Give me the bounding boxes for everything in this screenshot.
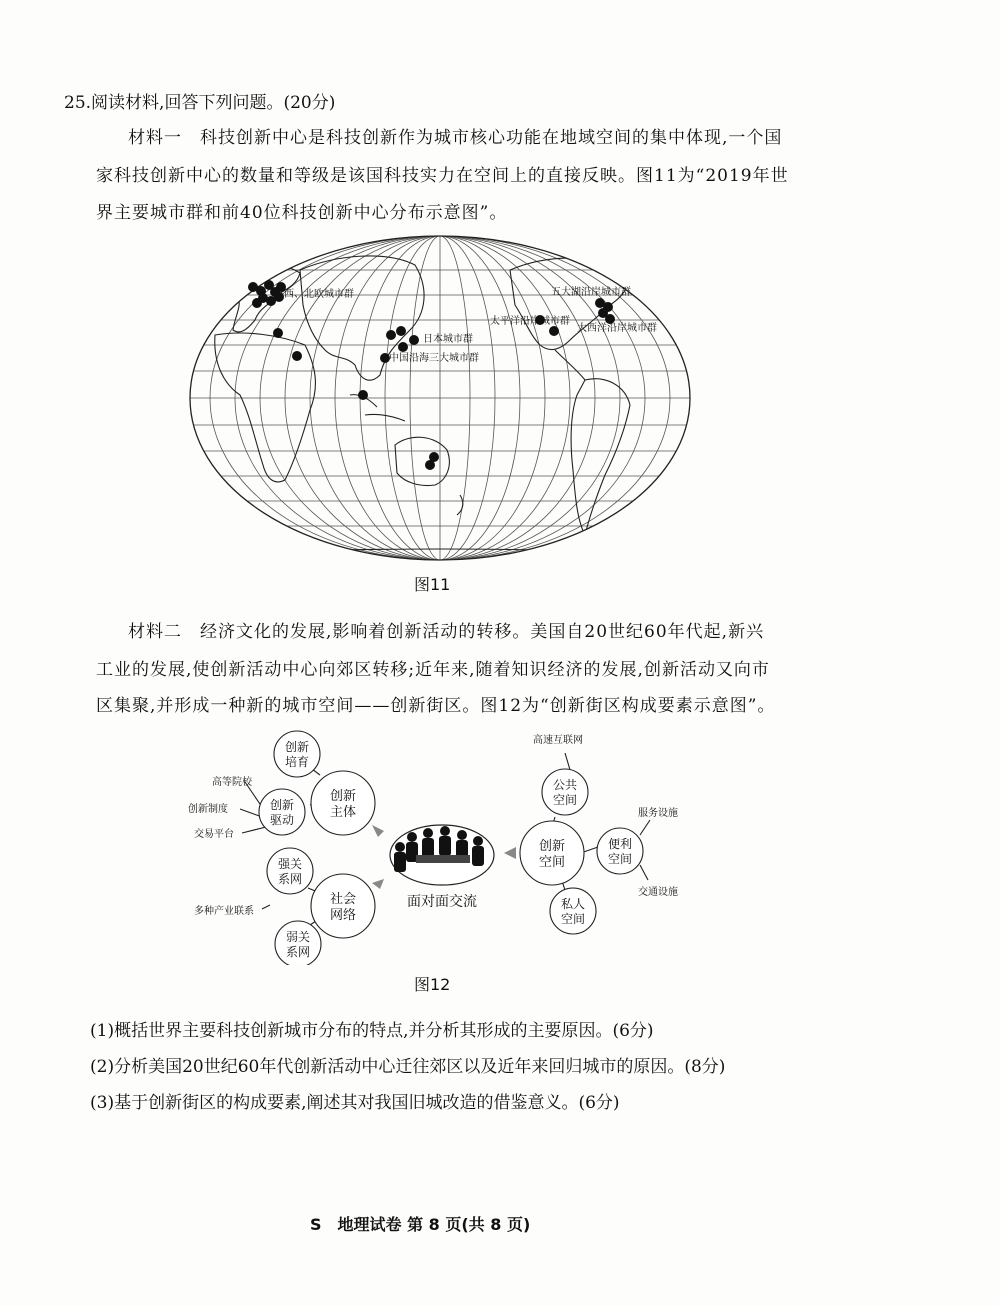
leaf-innovation-system: 创新制度	[188, 804, 228, 815]
city-dot	[549, 326, 559, 336]
label-western-northern-europe: 西、北欧城市群	[284, 289, 354, 300]
social-line-1: 社会	[329, 892, 357, 907]
subject-line-1: 创新	[329, 789, 357, 804]
public-line-2: 空间	[552, 793, 578, 807]
leaf-internet: 高速互联网	[533, 735, 583, 746]
city-dot	[396, 326, 406, 336]
material-one-line-2: 家科技创新中心的数量和等级是该国科技实力在空间上的直接反映。图11为“2019年世	[96, 166, 789, 186]
leaf-university: 高等院校	[212, 777, 252, 788]
incubation-line-1: 创新	[284, 740, 310, 754]
innov-space-line-2: 空间	[538, 855, 566, 870]
incubation-line-2: 培育	[284, 755, 310, 769]
question-title: 25.阅读材料,回答下列问题。(20分)	[64, 93, 336, 113]
city-dot	[409, 335, 419, 345]
city-dot	[292, 351, 302, 361]
material-two-line-1: 材料二 经济文化的发展,影响着创新活动的转移。美国自20世纪60年代起,新兴	[128, 622, 765, 642]
node-public-space	[542, 769, 588, 815]
figure-11-caption: 图11	[414, 575, 451, 594]
question-3: (3)基于创新街区的构成要素,阐述其对我国旧城改造的借鉴意义。(6分)	[90, 1093, 620, 1113]
city-dot	[358, 390, 368, 400]
leaf-trade-platform: 交易平台	[194, 829, 234, 840]
face-to-face-illustration	[372, 825, 516, 889]
material-two-line-3: 区集聚,并形成一种新的城市空间——创新街区。图12为“创新街区构成要素示意图”。	[96, 696, 776, 716]
city-dot	[273, 328, 283, 338]
innovation-district-diagram	[180, 725, 700, 965]
material-one-line-1: 材料一 科技创新中心是科技创新作为城市核心功能在地域空间的集中体现,一个国	[128, 128, 783, 148]
center-label: 面对面交流	[407, 894, 477, 910]
label-atlantic-coast: 大西洋沿岸城市群	[577, 323, 657, 334]
figure-12-caption: 图12	[414, 975, 451, 994]
convenient-line-1: 便利	[607, 837, 633, 851]
private-line-2: 空间	[560, 912, 586, 926]
leaf-multi-industry: 多种产业联系	[194, 906, 254, 917]
node-convenient-space	[597, 828, 643, 874]
private-line-1: 私人	[560, 897, 586, 911]
strong-ties-line-1: 强关	[277, 857, 303, 871]
material-one-line-3: 界主要城市群和前40位科技创新中心分布示意图”。	[96, 203, 508, 223]
node-strong-ties	[267, 848, 313, 894]
convenient-line-2: 空间	[607, 852, 633, 866]
label-pacific-coast: 太平洋沿岸城市群	[490, 316, 570, 327]
drive-line-1: 创新	[269, 798, 295, 812]
weak-ties-line-2: 系网	[285, 945, 311, 959]
city-dot	[425, 460, 435, 470]
label-china-coastal: 中国沿海三大城市群	[389, 353, 479, 364]
node-innovation-drive	[259, 789, 305, 835]
city-dot	[274, 292, 284, 302]
weak-ties-line-1: 弱关	[285, 930, 311, 944]
question-2: (2)分析美国20世纪60年代创新活动中心迁往郊区以及近年来回归城市的原因。(8分)	[90, 1057, 726, 1077]
innov-space-line-1: 创新	[538, 839, 566, 854]
leaf-service: 服务设施	[638, 808, 678, 819]
subject-line-2: 主体	[329, 805, 357, 820]
city-dot	[386, 330, 396, 340]
node-innovation-incubation	[274, 731, 320, 777]
strong-ties-line-2: 系网	[277, 872, 303, 886]
public-line-1: 公共	[552, 778, 578, 792]
question-1: (1)概括世界主要科技创新城市分布的特点,并分析其形成的主要原因。(6分)	[90, 1021, 654, 1041]
social-line-2: 网络	[329, 908, 357, 923]
material-two-line-2: 工业的发展,使创新活动中心向郊区转移;近年来,随着知识经济的发展,创新活动又向市	[96, 660, 770, 680]
world-map-figure	[185, 235, 695, 565]
label-japan: 日本城市群	[423, 334, 473, 345]
node-private-space	[550, 888, 596, 934]
city-dot	[398, 342, 408, 352]
drive-line-2: 驱动	[269, 813, 295, 827]
label-great-lakes: 五大湖沿岸城市群	[551, 287, 631, 298]
city-dot	[252, 298, 262, 308]
leaf-transport: 交通设施	[638, 887, 678, 898]
page-footer: S 地理试卷 第 8 页(共 8 页)	[310, 1215, 531, 1234]
